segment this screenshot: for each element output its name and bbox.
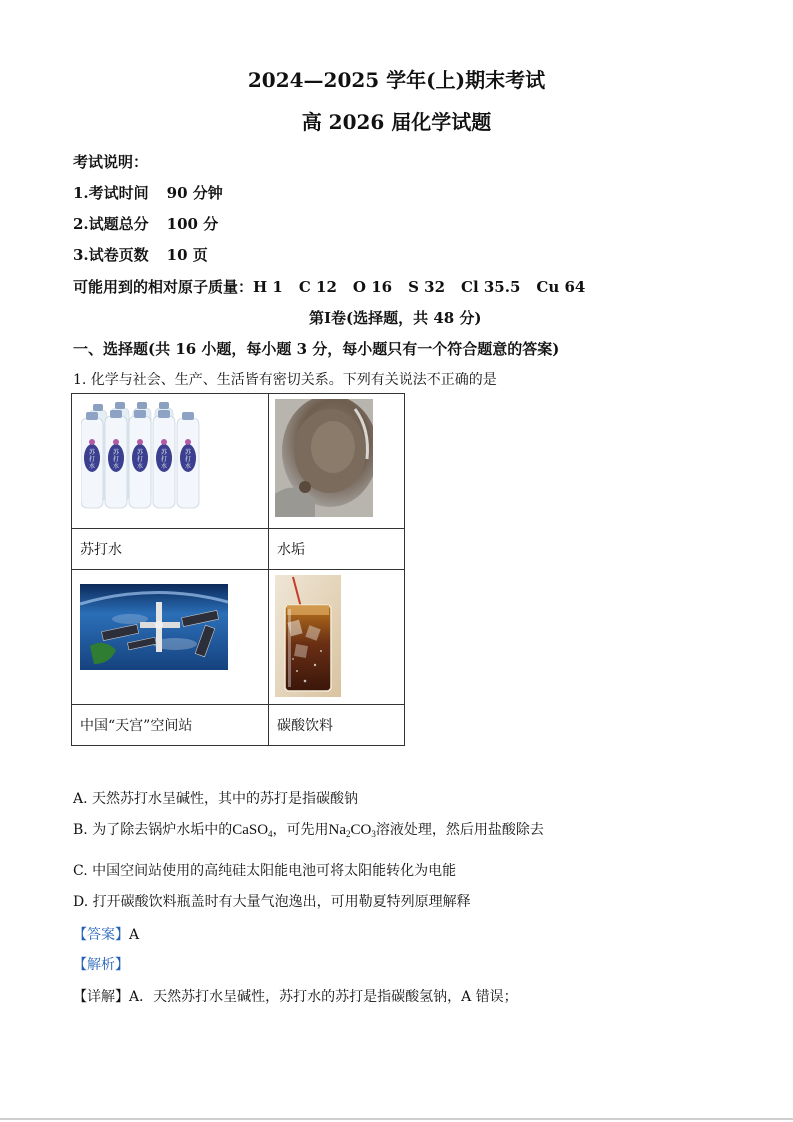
image-cell [269, 394, 405, 529]
svg-text:苏: 苏 [136, 449, 144, 456]
scale-deposit-image [275, 399, 373, 517]
detail-text: A．天然苏打水呈碱性，苏打水的苏打是指碳酸氢钠，A 错误； [129, 989, 518, 1005]
atomic-mass: Cl 35.5 [461, 278, 521, 296]
svg-text:打: 打 [136, 456, 144, 463]
image-caption: 中国“天宫”空间站 [80, 718, 193, 734]
question-stem: 1. 化学与社会、生产、生活皆有密切关系。下列有关说法不正确的是 [73, 372, 497, 388]
svg-text:苏: 苏 [88, 449, 96, 456]
answer-value: A [129, 927, 140, 943]
instruction-item [73, 213, 218, 234]
svg-text:苏: 苏 [160, 449, 168, 456]
atomic-mass: Cu 64 [536, 278, 586, 296]
atomic-masses-line [73, 276, 585, 297]
detail-line [73, 986, 518, 1006]
instruction-value: 100 分 [166, 215, 219, 233]
option-b-prefix: B. 为了除去锅炉水垢中的 [73, 822, 233, 838]
image-cell [269, 570, 405, 705]
svg-text:水: 水 [160, 463, 168, 470]
svg-text:苏: 苏 [112, 449, 120, 456]
atomic-mass: H 1 [253, 278, 283, 296]
analysis-label: 【解析】 [73, 957, 129, 973]
svg-text:打: 打 [160, 456, 168, 463]
answer-label: 【答案】 [73, 927, 129, 943]
atomic-mass: C 12 [298, 278, 337, 296]
caption-cell [269, 705, 405, 746]
part-title: 第Ⅰ卷(选择题，共 48 分) [309, 309, 482, 327]
atomic-mass: O 16 [352, 278, 393, 296]
exam-subtitle: 高 2026 届化学试题 [301, 110, 492, 134]
option-a: A. 天然苏打水呈碱性，其中的苏打是指碳酸钠 [73, 791, 359, 807]
instruction-label: 1.考试时间 [73, 184, 149, 202]
space-station-image [80, 584, 228, 670]
instruction-value: 10 页 [166, 246, 208, 264]
soda-water-bottles-image [81, 402, 201, 510]
svg-text:水: 水 [88, 463, 96, 470]
image-caption: 水垢 [277, 542, 305, 558]
answer-line [73, 924, 139, 944]
detail-label: 【详解】 [73, 989, 129, 1005]
caption-cell [72, 529, 269, 570]
image-caption: 苏打水 [80, 542, 122, 558]
carbonated-drink-image [275, 575, 341, 697]
option-c: C. 中国空间站使用的高纯硅太阳能电池可将太阳能转化为电能 [73, 863, 457, 879]
option-b [73, 819, 544, 839]
formula-na2co3: $Na_2CO_3$ [328, 822, 376, 839]
instruction-label: 3.试卷页数 [73, 246, 149, 264]
svg-text:打: 打 [184, 456, 192, 463]
svg-text:打: 打 [88, 456, 96, 463]
option-b-middle: ，可先用 [272, 822, 329, 838]
image-cell [72, 394, 269, 529]
exam-title: 2024—2025 学年(上)期末考试 [247, 68, 546, 92]
caption-cell [72, 705, 269, 746]
section-heading: 一、选择题(共 16 小题，每小题 3 分，每小题只有一个符合题意的答案) [73, 340, 560, 358]
instruction-value: 90 分钟 [166, 184, 223, 202]
image-cell [72, 570, 269, 705]
image-caption: 碳酸饮料 [277, 718, 333, 734]
svg-text:水: 水 [112, 463, 120, 470]
page-bottom-divider [0, 1118, 793, 1120]
svg-text:打: 打 [112, 456, 120, 463]
svg-text:水: 水 [184, 463, 192, 470]
instructions-heading: 考试说明： [73, 153, 149, 171]
caption-cell [269, 529, 405, 570]
instruction-label: 2.试题总分 [73, 215, 149, 233]
instruction-item [73, 182, 223, 203]
svg-text:苏: 苏 [184, 449, 192, 456]
option-b-suffix: 溶液处理，然后用盐酸除去 [375, 822, 544, 838]
instruction-item [73, 244, 208, 265]
formula-caso4: CaSO$_4$ [232, 822, 273, 839]
svg-text:水: 水 [136, 463, 144, 470]
atomic-mass: S 32 [408, 278, 446, 296]
image-table [71, 393, 405, 746]
atomic-masses-label: 可能用到的相对原子质量： [73, 278, 254, 296]
option-d: D. 打开碳酸饮料瓶盖时有大量气泡逸出，可用勒夏特列原理解释 [73, 894, 471, 910]
